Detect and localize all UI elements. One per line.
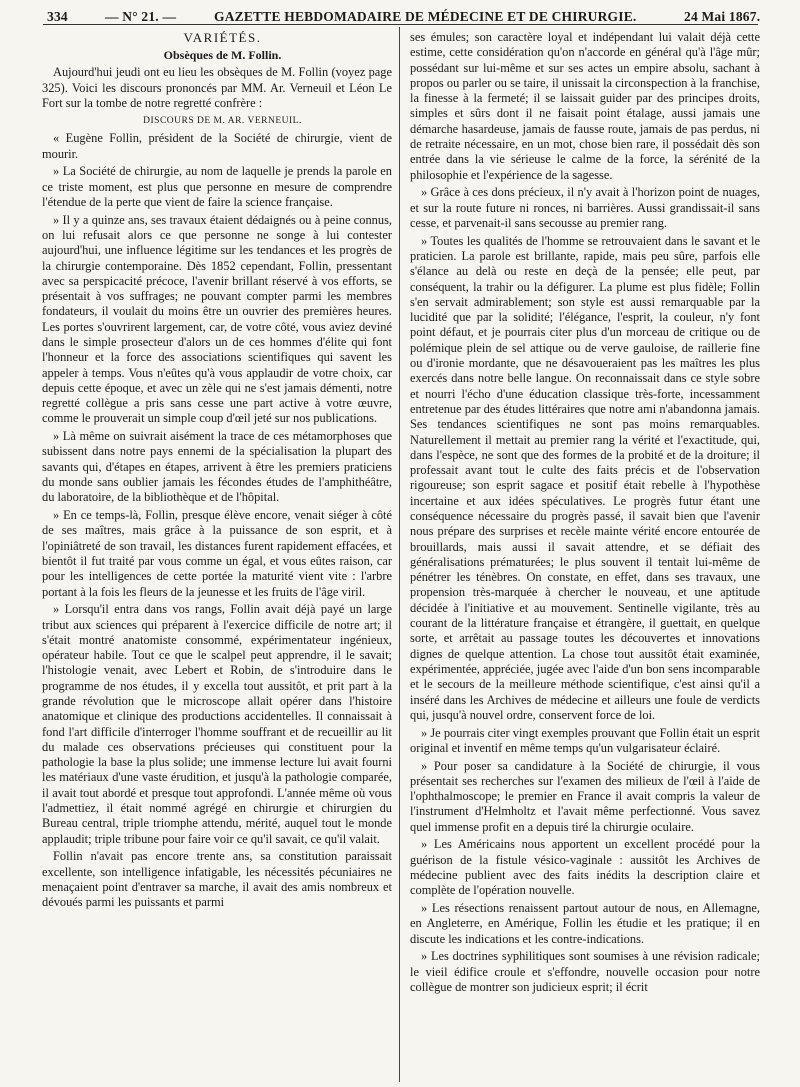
article-subtitle: Obsèques de M. Follin. (163, 47, 282, 62)
page-header (0, 0, 800, 30)
paragraph: » Les doctrines syphilitiques sont soumises à une révision radicale; le vieil édifice croule et s'effondre, nouvelle occasion pour notre collègue de montrer son judicieux esprit; il écrit (410, 949, 760, 994)
paragraph: Follin n'avait pas encore trente ans, sa constitution paraissait excellente, son intelligence infatigable, les nécessités pécuniaires ne menaçaient point d'entraver sa marche, il avait des amis nombreux et dévoués parmi les puissants et parmi (42, 849, 392, 910)
paragraph: » Il y a quinze ans, ses travaux étaient dédaignés ou à peine connus, on lui refusait alors ce que personne ne songe à lui contester aujourd'hui, une influence légitime sur les tendances et les progrès de la chirurgie contemporaine. Dès 1852 cependant, Follin, pressentant avec sa perspicacité précoce, l'avenir brillant réservé à vos efforts, se présentait à vos suffrages; ne pouvant compter parmi les membres fondateurs, il voulait du moins être un ouvrier des premières heures. Les portes s'ouvrirent largement, car, de votre côté, vous aviez deviné dans le simple prosecteur d'alors un de ces hommes d'élite qui font l'honneur et la force des associations scientifiques qui savent les appeler à temps. Vous n'eûtes qu'à vous applaudir de votre choix, car depuis cette époque, et avec un zèle qui ne s'est jamais démenti, notre regretté collègue a pris sans cesse une part active à votre œuvre, comme le prouverait un simple coup d'œil jeté sur nos publications. (42, 212, 392, 426)
paragraph: » Grâce à ces dons précieux, il n'y avait à l'horizon point de nuages, et sur la route future ni ronces, ni barrières. Aussi grandissait-il sans cesse, et parvenait-il sans secousse au premier rang. (410, 185, 760, 230)
header-rule (43, 24, 758, 25)
paragraph: » La Société de chirurgie, au nom de laquelle je prends la parole en ce triste moment, est plus que personne en mesure de comprendre l'étendue de la perte que vient de faire la science française. (42, 164, 392, 209)
paragraph: » Les Américains nous apportent un excellent procédé pour la guérison de la fistule vésico-vaginale : aussitôt les Archives de médecine publient avec des faits inédits la description claire et complète de l'opération nouvelle. (410, 837, 760, 898)
issue-date: 24 Mai 1867. (684, 9, 761, 24)
issue-number: — N° 21. — (105, 9, 177, 24)
paragraph: » Pour poser sa candidature à la Société de chirurgie, il vous présentait ses recherches sur l'examen des milieux de l'œil à l'aide de l'ophthalmoscope; le premier en France il avait compris la valeur de l'instrument d'Helmholtz et l'avait même perfectionné. Vous savez quel immense profit en a depuis tiré la chirurgie oculaire. (410, 758, 760, 834)
intro-paragraph: Aujourd'hui jeudi ont eu lieu les obsèques de M. Follin (voyez page 325). Voici les discours prononcés par MM. Ar. Verneuil et Léon Le Fort sur la tombe de notre regretté confrère : (42, 65, 392, 110)
paragraph: » Les résections renaissent partout autour de nous, en Allemagne, en Angleterre, en Amérique, Follin les étudie et les pratique; il en discute les indications et les contre-indications. (410, 900, 760, 946)
right-column (410, 30, 760, 1082)
journal-title: GAZETTE HEBDOMADAIRE DE MÉDECINE ET DE CHIRURGIE. (214, 9, 637, 24)
paragraph: ses émules; son caractère loyal et indépendant lui valait déjà cette estime, cette considération qu'on n'accorde en général qu'à l'âge mûr; possédant sur lui-même et sur ses actes un empire absolu, sachant à propos ou parler ou se taire, il unissait la circonspection à la franchise, la finesse à la fermeté; il se laissait guider par des principes droits, simples et sûrs dont il ne faisait point étalage, aussi jamais une démarche hasardeuse, jamais de fausse route, jamais de pas perdus, ni de retraite nécessaire, en un mot, chose bien rare, il possédait dès son entrée dans la vie sérieuse le calme de la force, la sérénité de la philosophie et l'expérience de la sagesse. (410, 30, 760, 182)
page-number: 334 (47, 9, 68, 24)
speech-title: DISCOURS DE M. AR. VERNEUIL. (143, 115, 302, 126)
paragraph: » Toutes les qualités de l'homme se retrouvaient dans le savant et le praticien. La parole est brillante, rapide, mais peu sûre, parfois elle s'élance au delà ou reste en deçà de la pensée; elle peut, par conséquent, la trahir ou la défigurer. La plume est plus fidèle; Follin s'en servait admirablement; son style est aussi remarquable par la lucidité que par la solidité; l'élégance, l'esprit, la couleur, n'y font point défaut, et je pourrais citer plus d'un morceau de critique ou de polémique plein de sel attique ou de verve gauloise, de raillerie fine ou d'ironie mordante, que ne désavoueraient pas les maîtres les plus exercés dans notre belle langue. On reconnaissait dans ce style sobre et nourri l'écho d'une éducation classique très-forte, incessamment entretenue par des études littéraires que notre ami n'abandonna jamais. Ses tendances scientifiques ne sont pas moins remarquables. Naturellement il mettait au premier rang la vérité et l'exactitude, qui, dans l'espèce, ne sont que des formes de la probité et de la droiture; il professait avant tout le culte des faits précis et de l'observation rigoureuse; son esprit sagace et positif était rebelle à l'hypothèse incertaine et aux idées spéculatives. Le progrès futur étant une conséquence nécessaire du progrès passé, il savait bien que l'avenir nous prépare des surprises et recèle mainte vérité encore entourée de brouillards, mais aussi il savait attendre, et se défiait des généralisations prématurées; le plus souvent il tentait lui-même de pénétrer les ténèbres. On constate, en effet, dans ses travaux, une propension très-marquée à chercher le nouveau, et une aptitude décidée à l'initiative et au mouvement. Sentinelle vigilante, très au courant de la littérature française et étrangère, il guettait, en quelque sorte, et arrêtait au passage toutes les découvertes et innovations dignes de quelque attention. La chose tout aussitôt était examinée, expérimentée, appréciée, jugée avec l'aide d'un bon sens incomparable et le secours de la meilleure méthode scientifique, c'est ainsi qu'il a inséré dans les Archives de médecine et ailleurs une foule de verdicts qui, jusqu'à nouvel ordre, conservent force de loi. (410, 233, 760, 722)
section-title: VARIÉTÉS. (183, 30, 262, 45)
paragraph: « Eugène Follin, président de la Société de chirurgie, vient de mourir. (42, 131, 392, 161)
paragraph: » En ce temps-là, Follin, presque élève encore, venait siéger à côté de ses maîtres, mais grâce à la puissance de son esprit, et à l'opiniâtreté de son travail, les distances furent rapidement effacées, et bientôt il fut traité par vous comme un égal, et vous eûtes raison, car pour les intelligences de cette portée la maturité vient vite : l'arbre portant à la fois les fleurs de la jeunesse et les fruits de l'âge viril. (42, 508, 392, 599)
paragraph: » Lorsqu'il entra dans vos rangs, Follin avait déjà payé un large tribut aux sciences qui préparent à l'exercice difficile de notre art; il s'était montré anatomiste consommé, expérimentateur ingénieux, opérateur habile. Tout ce que le scalpel peut apprendre, il le savait; l'histologie venait, avec Lebert et Robin, de s'introduire dans le programme de nos études, il y excella tout aussitôt, et prit part à la grande révolution que le microscope allait opérer dans l'histoire anatomique et clinique des productions accidentelles. Il connaissait à fond l'art difficile d'interroger l'homme souffrant et de recueillir au lit du malade ces observations précieuses qui constituent pour la pathologie la base la plus solide; une immense lecture lui avait fourni les matériaux d'une vaste érudition, et jusqu'à la pathologie comparée, il avait tout abordé et presque tout approfondi. L'année même où vous l'admettiez, il était nommé agrégé en chirurgie et chirurgien du Bureau central, triple triomphe attendu, mérité, auquel tout le monde applaudit; triple tribune pour faire voir ce qu'il savait, ce qu'il valait. (42, 602, 392, 846)
left-column (42, 30, 392, 1082)
column-divider (399, 27, 400, 1082)
paragraph: » Je pourrais citer vingt exemples prouvant que Follin était un esprit original et inventif en même temps qu'un vulgarisateur éclairé. (410, 725, 760, 755)
paragraph: » Là même on suivrait aisément la trace de ces métamorphoses que subissent dans notre pays ennemi de la spécialisation la plupart des savants qui, d'étapes en étapes, arrivent à être les premiers praticiens du monde sans oublier jamais les fécondes études de l'amphithéâtre, du laboratoire, de la bibliothèque et de l'hôpital. (42, 429, 392, 505)
